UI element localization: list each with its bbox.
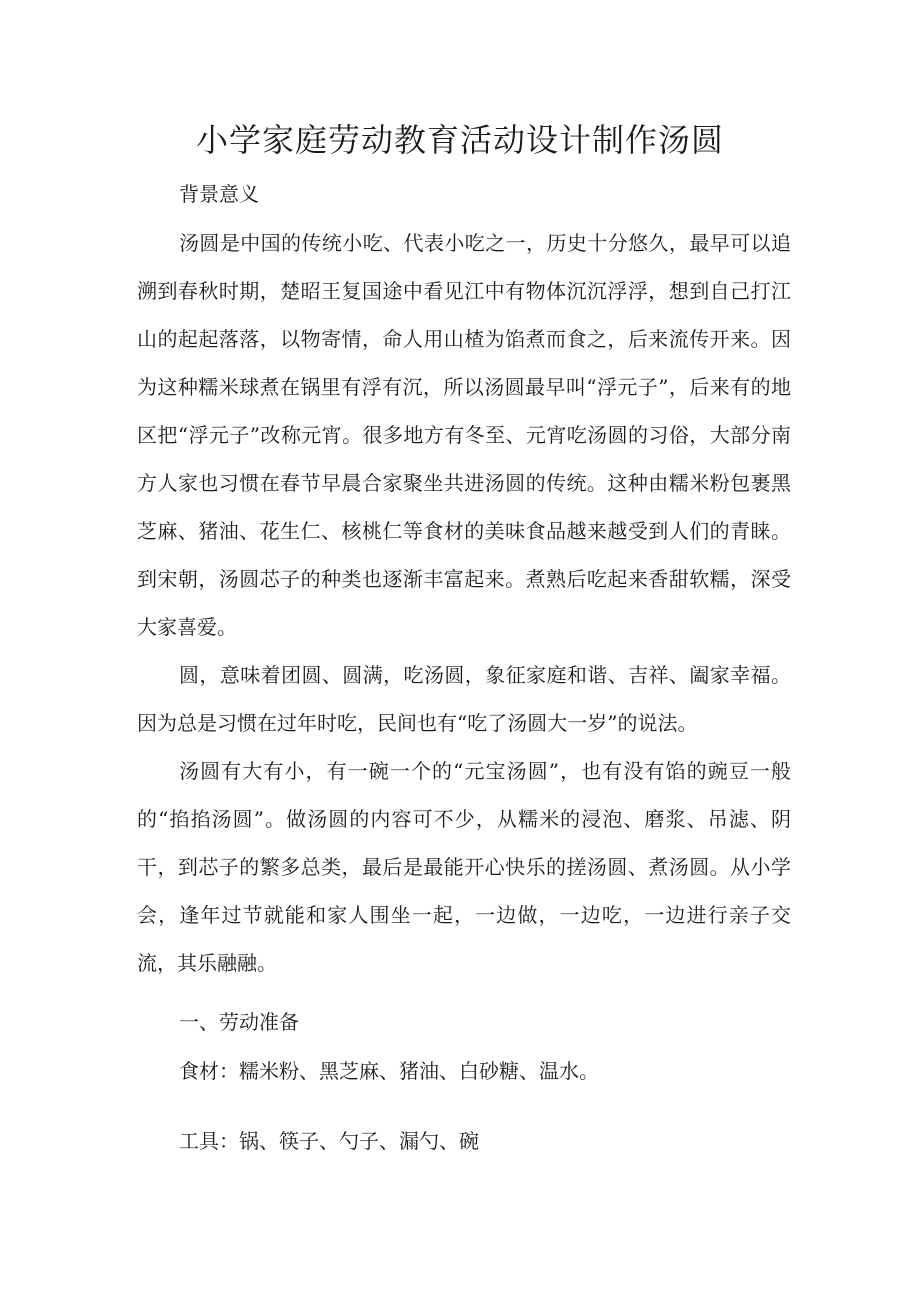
history-paragraph: 汤圆是中国的传统小吃、代表小吃之一，历史十分悠久，最早可以追溯到春秋时期，楚昭王复国途中看见江中有物体沉沉浮浮，想到自己打江山的起起落落，以物寄情，命人用山楂为馅煮而食之，后来流传开来。因为这种糯米球煮在锅里有浮有沉，所以汤圆最早叫“浮元子”，后来有的地区把“浮元子”改称元宵。很多地方有冬至、元宵吃汤圆的习俗，大部分南方人家也习惯在春节早晨合家聚坐共进汤圆的传统。这种由糯米粉包裹黑芝麻、猪油、花生仁、核桃仁等食材的美味食品越来越受到人们的青睐。到宋朝，汤圆芯子的种类也逐渐丰富起来。煮熟后吃起来香甜软糯，深受大家喜爱。 [137, 231, 791, 639]
tools-line: 工具：锅、筷子、勺子、漏勺、碗 [179, 1129, 479, 1153]
background-heading: 背景意义 [179, 182, 259, 206]
labor-preparation-heading: 一、劳动准备 [179, 1010, 299, 1034]
meaning-paragraph: 圆，意味着团圆、圆满，吃汤圆，象征家庭和谐、吉祥、阖家幸福。因为总是习惯在过年时吃，民间也有“吃了汤圆大一岁”的说法。 [137, 663, 791, 735]
document-title: 小学家庭劳动教育活动设计制作汤圆 [195, 121, 724, 159]
ingredients-line: 食材：糯米粉、黑芝麻、猪油、白砂糖、温水。 [179, 1059, 599, 1083]
types-paragraph: 汤圆有大有小，有一碗一个的“元宝汤圆”，也有没有馅的豌豆一般的“掐掐汤圆”。做汤圆的内容可不少，从糯米的浸泡、磨浆、吊滤、阴干，到芯子的繁多总类，最后是最能开心快乐的搓汤圆、煮汤圆。从小学会，逢年过节就能和家人围坐一起，一边做，一边吃，一边进行亲子交流，其乐融融。 [137, 759, 791, 975]
